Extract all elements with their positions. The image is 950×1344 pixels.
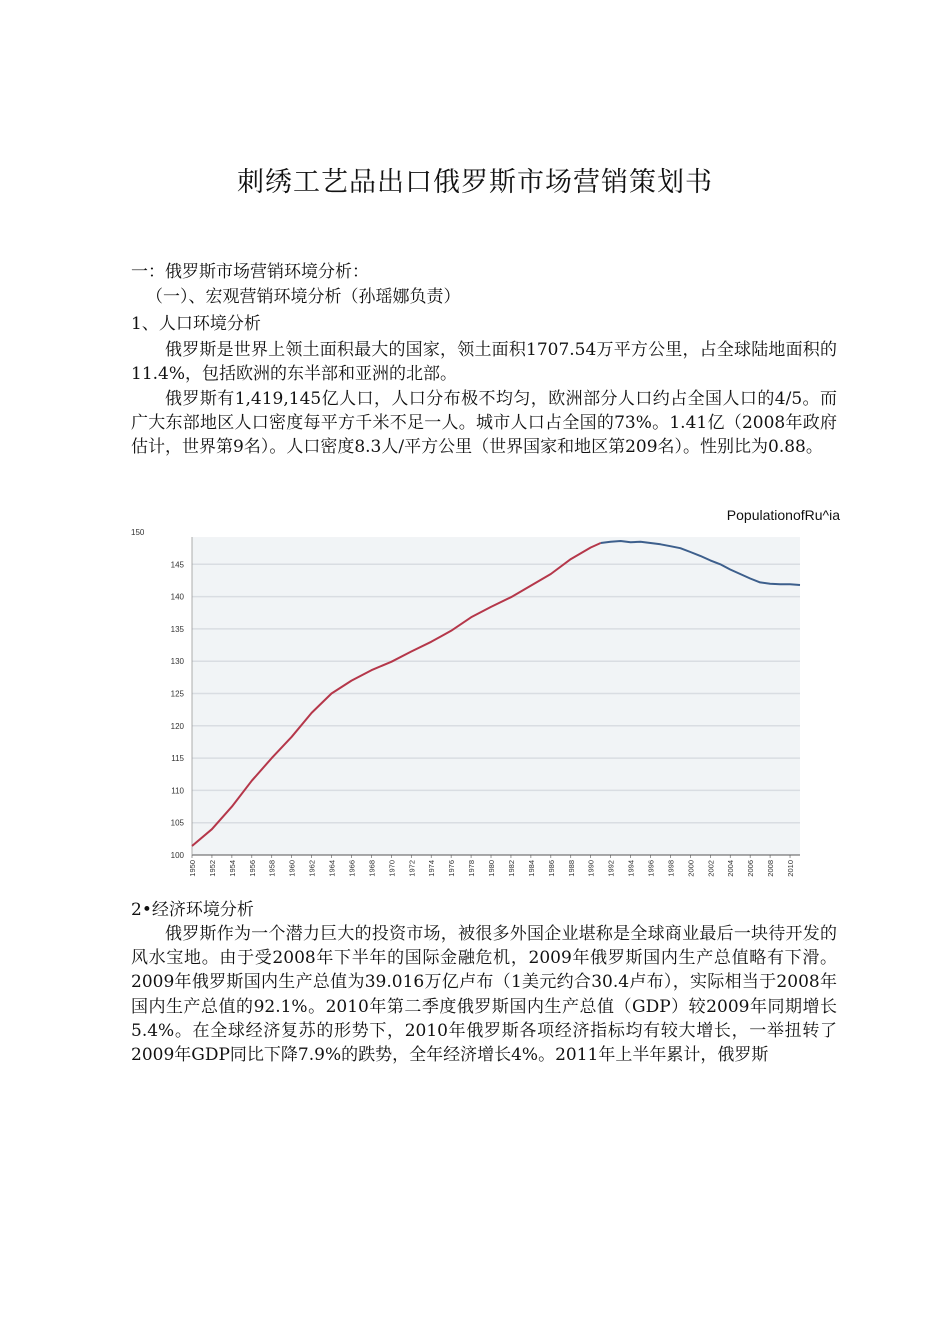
y-tick-label: 135: [170, 624, 184, 634]
x-tick-label: 1978: [467, 860, 477, 877]
x-tick-label: 2004: [726, 860, 736, 877]
plot-background: [192, 537, 800, 855]
x-tick-label: 1976: [447, 860, 457, 877]
x-tick-label: 2010: [786, 860, 796, 877]
x-tick-label: 2006: [746, 860, 756, 877]
paragraph-territory: 俄罗斯是世界上领土面积最大的国家，领土面积1707.54万平方公里，占全球陆地面积的11.4%，包括欧洲的东半部和亚洲的北部。: [131, 340, 837, 385]
x-tick-label: 1988: [566, 860, 576, 877]
subsection-heading: （一）、宏观营销环境分析（孙瑶娜负责）: [146, 287, 461, 307]
x-tick-label: 1974: [427, 860, 437, 877]
x-tick-label: 1992: [606, 860, 616, 877]
x-tick-label: 1968: [367, 860, 377, 877]
x-tick-label: 1960: [287, 860, 297, 877]
y-tick-label: 100: [170, 851, 184, 860]
y-tick-label: 130: [170, 657, 184, 667]
x-tick-label: 1986: [546, 860, 556, 877]
x-tick-label: 1998: [666, 860, 676, 877]
x-tick-label: 2002: [706, 860, 716, 877]
y-tick-label: 120: [170, 721, 184, 731]
page-title: 刺绣工艺品出口俄罗斯市场营销策划书: [237, 167, 713, 198]
x-tick-label: 1952: [207, 860, 217, 877]
x-tick-label: 1954: [227, 860, 237, 877]
section-heading: 一：俄罗斯市场营销环境分析：: [131, 262, 369, 282]
x-tick-label: 1958: [267, 860, 277, 877]
x-tick-label: 1996: [646, 860, 656, 877]
paragraph-economy: 俄罗斯作为一个潜力巨大的投资市场，被很多外国企业堪称是全球商业最后一块待开发的风水宝地。由于受2008年下半年的国际金融危机，2009年俄罗斯国内生产总值略有下滑。2009年俄罗斯国内生产总值为39.016万亿卢布（1美元约合30.4卢布），实际相当于2008年国内生产总值的92.1%。2010年第二季度俄罗斯国内生产总值（GDP）较2009年同期增长5.4%。在全球经济复苏的形势下，2010年俄罗斯各项经济指标均有较大增长，一举扭转了2009年GDP同比下降7.9%的跌势，全年经济增长4%。2011年上半年累计，俄罗斯: [131, 924, 837, 1066]
population-chart: [125, 520, 815, 890]
x-tick-label: 1972: [407, 860, 417, 877]
x-tick-label: 1962: [307, 860, 317, 877]
y-tick-label: 145: [170, 560, 184, 570]
x-tick-label: 2000: [686, 860, 696, 877]
y-tick-label: 125: [170, 689, 184, 699]
chart-title: PopulationofRu^ia: [726, 507, 840, 523]
y-tick-label: 110: [171, 786, 184, 796]
x-tick-label: 2008: [766, 860, 776, 877]
x-tick-label: 1966: [347, 860, 357, 877]
item-heading-economy: 2•经济环境分析: [131, 900, 254, 920]
item-heading-population: 1、人口环境分析: [131, 314, 261, 334]
y-tick-label: 115: [171, 754, 184, 764]
x-tick-label: 1994: [626, 860, 636, 877]
x-tick-label: 1964: [327, 860, 337, 877]
x-tick-label: 1956: [247, 860, 257, 877]
x-tick-label: 1950: [188, 860, 197, 877]
x-tick-label: 1990: [586, 860, 596, 877]
x-tick-label: 1980: [487, 860, 497, 877]
x-tick-label: 1984: [526, 860, 536, 877]
x-tick-label: 1982: [506, 860, 516, 877]
y-tick-label: 150: [131, 528, 145, 537]
y-tick-label: 105: [170, 818, 184, 828]
paragraph-population: 俄罗斯有1,419,145亿人口，人口分布极不均匀，欧洲部分人口约占全国人口的4/5。而广大东部地区人口密度每平方千米不足一人。城市人口占全国的73%。1.41亿（2008年政府估计，世界第9名）。人口密度8.3人/平方公里（世界国家和地区第209名）。性别比为0.88。: [131, 389, 837, 458]
y-tick-label: 140: [170, 592, 184, 602]
x-tick-label: 1970: [387, 860, 397, 877]
